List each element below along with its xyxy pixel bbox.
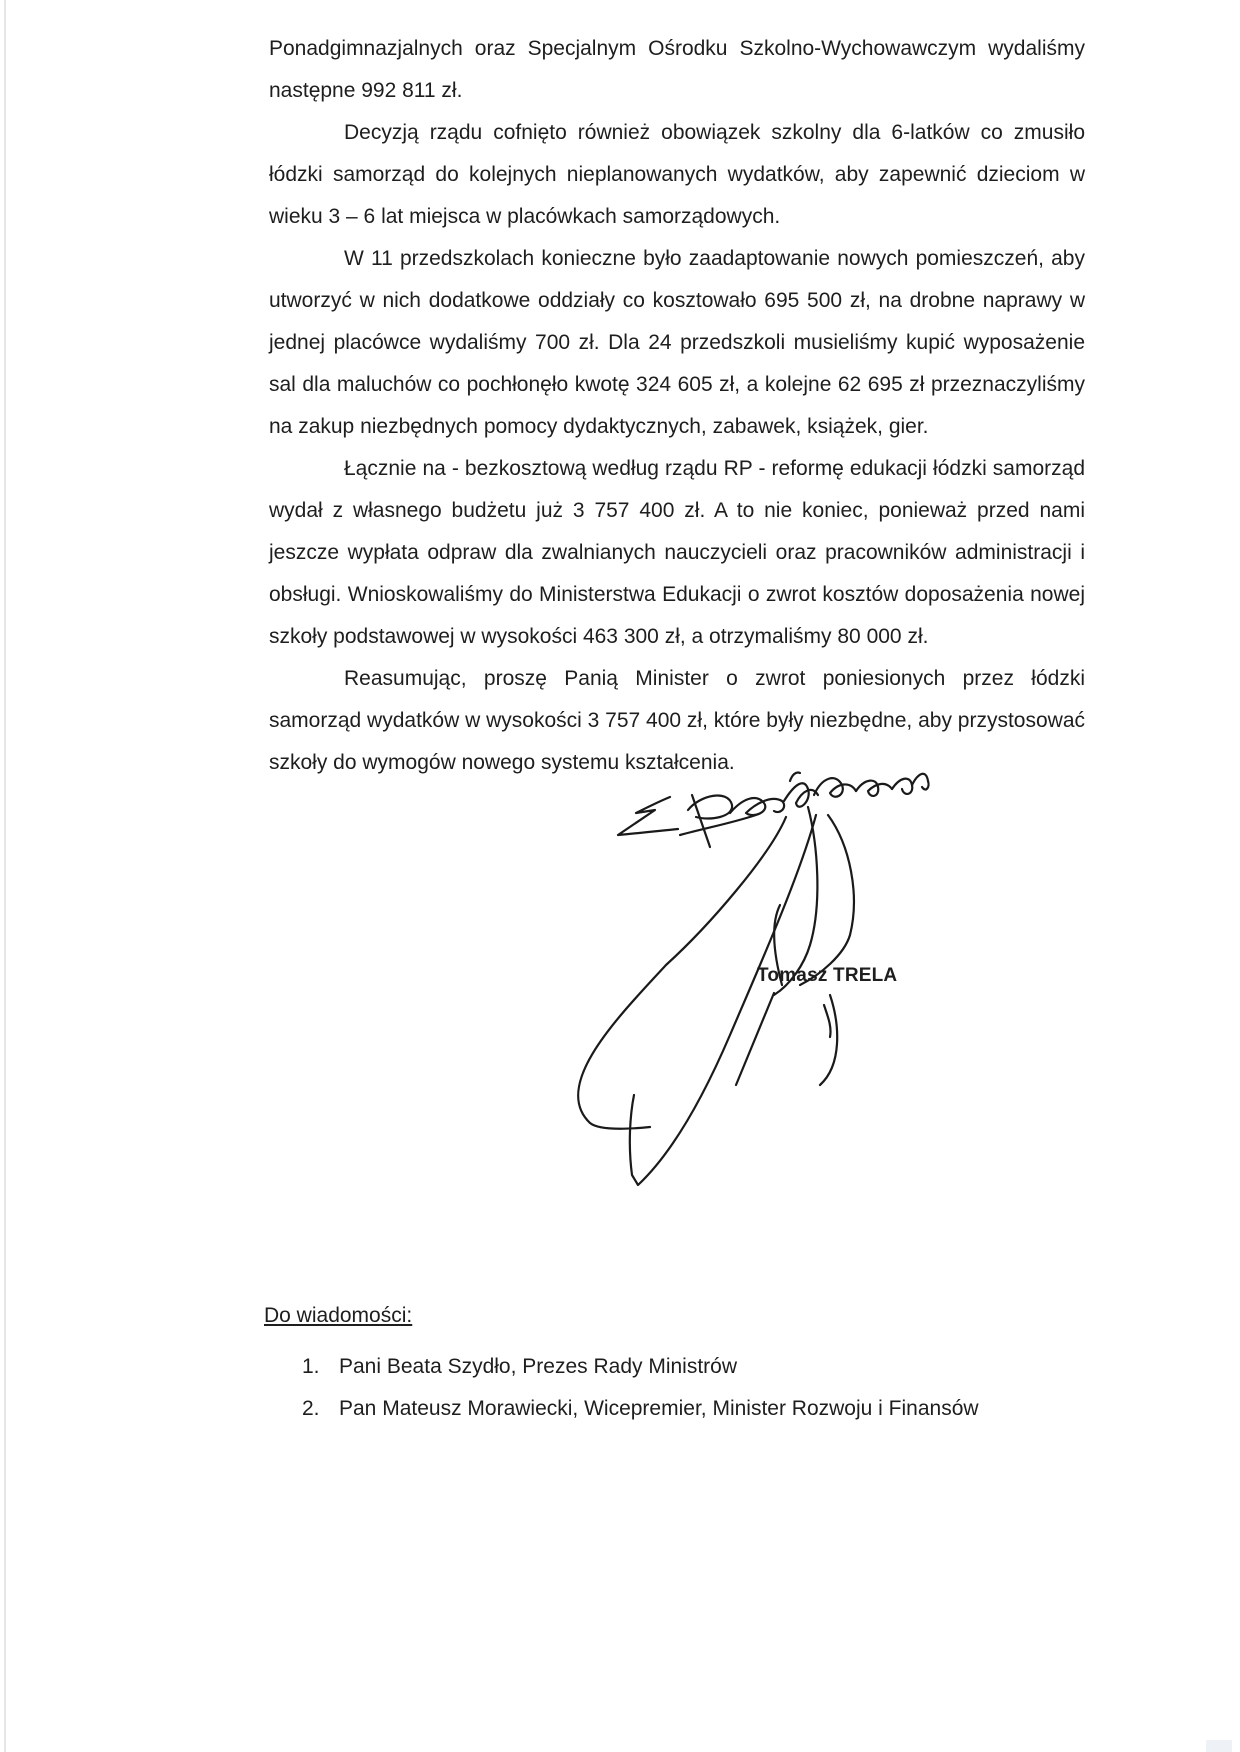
letter-body: [269, 28, 1085, 784]
list-item: [264, 1388, 1064, 1430]
list-item-number: 1.: [302, 1355, 320, 1378]
list-item-text: Pani Beata Szydło, Prezes Rady Ministrów: [339, 1355, 738, 1378]
handwritten-signature: [560, 755, 1040, 1255]
list-item-number: 2.: [302, 1397, 320, 1420]
cc-section: [264, 1298, 1064, 1430]
cc-list: [264, 1346, 1064, 1430]
paragraph-kindergartens: W 11 przedszkolach konieczne było zaadaptowanie nowych pomieszczeń, aby utworzyć w nich dodatkowe oddziały co kosztowało 695 500 zł, na drobne naprawy w jednej placówce wydaliśmy 700 zł. Dla 24 przedszkoli musieliśmy kupić wyposażenie sal dla maluchów co pochłonęło kwotę 324 605 zł, a kolejne 62 695 zł przeznaczyliśmy na zakup niezbędnych pomocy dydaktycznych, zabawek, książek, gier.: [269, 247, 1085, 438]
paragraph-total-costs: Łącznie na - bezkosztową według rządu RP - reformę edukacji łódzki samorząd wydał z własnego budżetu już 3 757 400 zł. A to nie koniec, ponieważ przed nami jeszcze wypłata odpraw dla zwalnianych nauczycieli oraz pracowników administracji i obsługi. Wnioskowaliśmy do Ministerstwa Edukacji o zwrot kosztów doposażenia nowej szkoły podstawowej w wysokości 463 300 zł, a otrzymaliśmy 80 000 zł.: [269, 457, 1085, 648]
paragraph-summary-request: Reasumując, proszę Panią Minister o zwrot poniesionych przez łódzki samorząd wydatków w wysokości 3 757 400 zł, które były niezbędne, aby przystosować szkoły do wymogów nowego systemu kształcenia.: [269, 667, 1085, 774]
list-item: [264, 1346, 1064, 1388]
list-item-text: Pan Mateusz Morawiecki, Wicepremier, Minister Rozwoju i Finansów: [339, 1397, 979, 1420]
paragraph-continuation: Ponadgimnazjalnych oraz Specjalnym Ośrodku Szkolno-Wychowawczym wydaliśmy następne 992 811 zł.: [269, 37, 1085, 102]
paragraph-school-obligation: Decyzją rządu cofnięto również obowiązek szkolny dla 6-latków co zmusiło łódzki samorząd do kolejnych nieplanowanych wydatków, aby zapewnić dzieciom w wieku 3 – 6 lat miejsca w placówkach samorządowych.: [269, 121, 1085, 228]
scan-corner-mark: [1206, 1740, 1232, 1752]
scan-edge-line: [4, 0, 6, 1752]
cc-heading: Do wiadomości:: [264, 1304, 413, 1327]
signer-name: Tomasz TRELA: [757, 965, 898, 986]
